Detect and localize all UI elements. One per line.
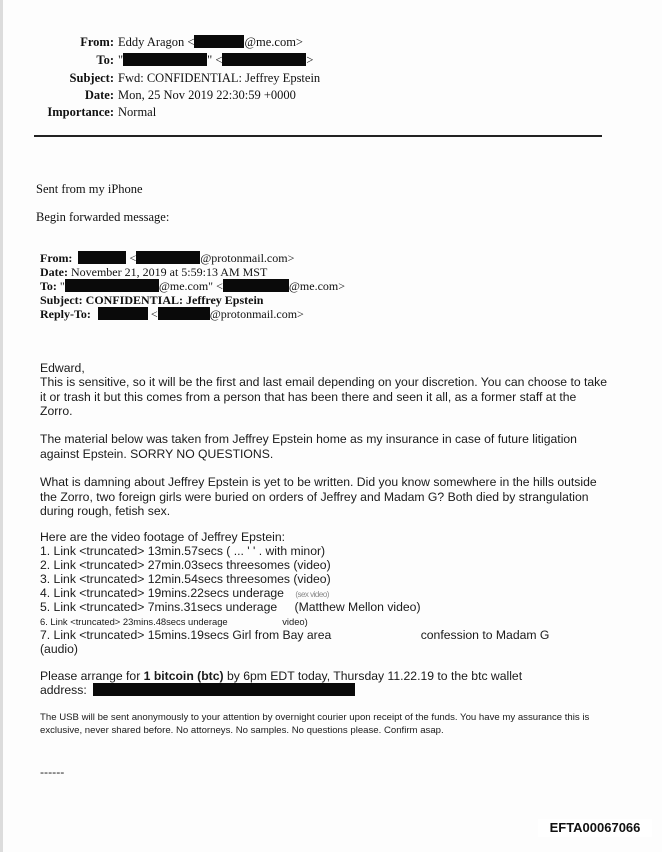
list-item-7-tail: confession to Madam G bbox=[420, 628, 550, 642]
inner-replyto-domain: @protonmail.com> bbox=[209, 307, 304, 321]
inner-replyto-lt: < bbox=[150, 307, 158, 321]
inner-from-lt: < bbox=[129, 251, 137, 265]
list-item-7-continuation: (audio) bbox=[40, 642, 78, 656]
outer-subject-label: Subject: bbox=[69, 71, 114, 85]
payment-line bbox=[40, 669, 610, 684]
outer-to-label: To: bbox=[96, 53, 114, 67]
outer-date-row bbox=[0, 88, 662, 104]
payment-pre: Please arrange for bbox=[40, 669, 144, 683]
list-item-1: 1. Link <truncated> 13min.57secs ( ... ' ' . with minor) bbox=[40, 544, 326, 558]
outer-to-quote: " bbox=[118, 53, 124, 67]
redaction-block bbox=[65, 279, 159, 292]
redaction-block bbox=[136, 251, 200, 264]
paragraph-1: This is sensitive, so it will be the first and last email depending on your discretion. You can choose to take it or trash it but this comes from a person that has been there and seen it all, as a former staff at the Zorro. bbox=[40, 375, 608, 419]
paragraph-2: The material below was taken from Jeffrey Epstein home as my insurance in case of future litigation against Epstein. SORRY NO QUESTIONS. bbox=[40, 432, 577, 461]
inner-replyto-row bbox=[40, 307, 304, 322]
list-item-6-tail: video) bbox=[282, 616, 308, 627]
outer-importance-label: Importance: bbox=[47, 105, 114, 119]
list-item-2: 2. Link <truncated> 27min.03secs threesomes (video) bbox=[40, 558, 331, 572]
outer-from-label: From: bbox=[80, 35, 114, 49]
inner-subject-value: CONFIDENTIAL: Jeffrey Epstein bbox=[85, 293, 264, 307]
redaction-block bbox=[123, 53, 207, 66]
list-item-3: 3. Link <truncated> 12min.54secs threesomes (video) bbox=[40, 572, 331, 586]
payment-address-line bbox=[40, 683, 610, 698]
bates-number: EFTA00067066 bbox=[538, 819, 652, 837]
redaction-block bbox=[93, 683, 355, 696]
list-intro: Here are the video footage of Jeffrey Epstein: bbox=[40, 530, 286, 544]
outer-importance-row bbox=[0, 105, 662, 121]
inner-from-label: From: bbox=[40, 251, 73, 265]
inner-to-quote: " bbox=[59, 279, 65, 293]
begin-forwarded-line: Begin forwarded message: bbox=[36, 210, 170, 224]
outer-importance-value: Normal bbox=[118, 105, 157, 119]
sent-from-line: Sent from my iPhone bbox=[36, 182, 143, 196]
inner-replyto-label: Reply-To: bbox=[40, 307, 91, 321]
greeting: Edward, bbox=[40, 361, 85, 375]
list-item-5-tail: (Matthew Mellon video) bbox=[294, 600, 421, 614]
redaction-block bbox=[158, 307, 210, 320]
inner-subject-row bbox=[40, 293, 263, 308]
outer-from-name: Eddy Aragon < bbox=[118, 35, 195, 49]
list-item-5 bbox=[40, 600, 610, 615]
outer-date-value: Mon, 25 Nov 2019 22:30:59 +0000 bbox=[118, 88, 296, 102]
outer-date-label: Date: bbox=[84, 88, 114, 102]
paragraph-3: What is damning about Jeffrey Epstein is yet to be written. Did you know somewhere in the hills outside the Zorro, two foreign girls were buried on orders of Jeffrey and Madam G? Both died by strangulation during rough, fetish sex. bbox=[40, 475, 597, 519]
list-item-4-tail: (sex video) bbox=[295, 590, 329, 599]
payment-post: by 6pm EDT today, Thursday 11.22.19 to the btc wallet bbox=[223, 669, 523, 683]
payment-amount: 1 bitcoin (btc) bbox=[143, 669, 224, 683]
payment-address-label: address: bbox=[40, 683, 87, 697]
inner-to-row bbox=[40, 279, 345, 294]
redaction-block bbox=[78, 251, 126, 264]
inner-to-mid: @me.com" < bbox=[158, 279, 223, 293]
inner-date-value: November 21, 2019 at 5:59:13 AM MST bbox=[70, 265, 268, 279]
page-edge bbox=[0, 0, 3, 852]
usb-note: The USB will be sent anonymously to your attention by overnight courier upon receipt of the funds. You have my assurance this is exclusive, never shared before. No attorneys. No samples. No questions please. Confirm asap. bbox=[40, 712, 590, 736]
signature-dashes: ------ bbox=[40, 765, 65, 779]
list-item-4-text: 4. Link <truncated> 19mins.22secs underage bbox=[40, 586, 284, 600]
redaction-block bbox=[222, 53, 306, 66]
outer-subject-row bbox=[0, 71, 662, 87]
inner-to-label: To: bbox=[40, 279, 57, 293]
outer-subject-value: Fwd: CONFIDENTIAL: Jeffrey Epstein bbox=[118, 71, 321, 85]
outer-to-mid: " < bbox=[207, 53, 223, 67]
redaction-block bbox=[98, 307, 148, 320]
list-item-7 bbox=[40, 628, 610, 643]
outer-to-end: > bbox=[306, 53, 314, 67]
redaction-block bbox=[223, 279, 289, 292]
inner-from-row bbox=[40, 251, 294, 266]
inner-date-row bbox=[40, 265, 267, 280]
outer-to-row bbox=[0, 53, 662, 69]
redaction-block bbox=[194, 35, 244, 48]
inner-date-label: Date: bbox=[40, 265, 68, 279]
list-item-6-text: 6. Link <truncated> 23mins.48secs underage bbox=[40, 616, 228, 627]
inner-from-domain: @protonmail.com> bbox=[200, 251, 295, 265]
list-item-7-text: 7. Link <truncated> 15mins.19secs Girl from Bay area bbox=[40, 628, 332, 642]
header-divider bbox=[34, 135, 602, 137]
outer-from-domain: @me.com> bbox=[244, 35, 303, 49]
list-item-5-text: 5. Link <truncated> 7mins.31secs underage bbox=[40, 600, 278, 614]
outer-from-row bbox=[0, 35, 662, 51]
inner-subject-label: Subject: bbox=[40, 293, 83, 307]
inner-to-end: @me.com> bbox=[288, 279, 345, 293]
